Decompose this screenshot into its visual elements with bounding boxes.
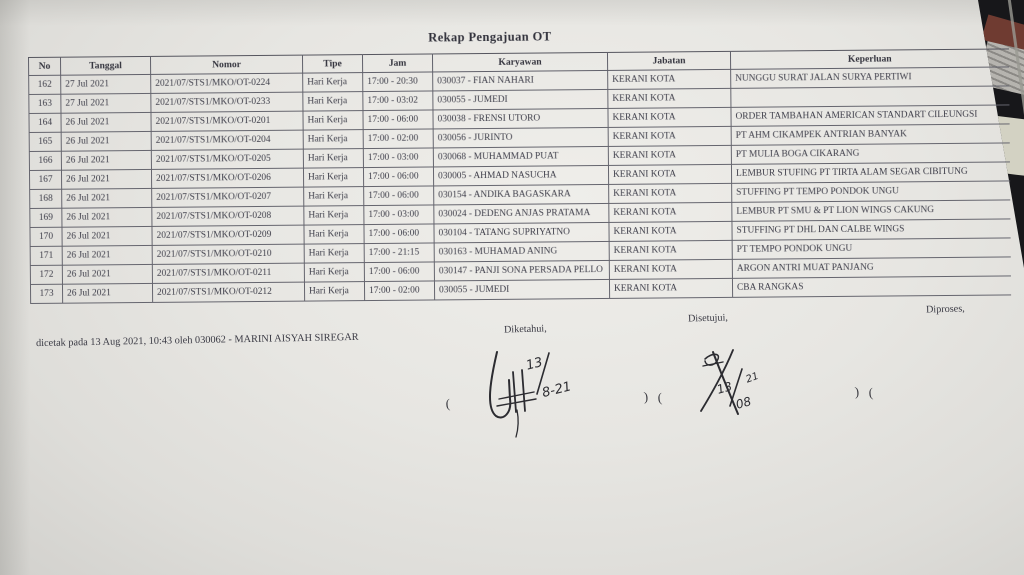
cell-nomor: 2021/07/STS1/MKO/OT-0224 [151,73,303,93]
cell-tipe: Hari Kerja [304,206,364,226]
paper-shadow-top [0,0,1024,26]
cell-nomor: 2021/07/STS1/MKO/OT-0211 [152,263,304,283]
cell-jam: 17:00 - 20:30 [363,72,433,92]
cell-tipe: Hari Kerja [304,187,364,207]
sig1-date-numerator: 13 [524,355,545,374]
name-parentheses [445,384,873,411]
cell-jam: 17:00 - 06:00 [364,262,434,282]
cell-nomor: 2021/07/STS1/MKO/OT-0206 [151,168,303,188]
cell-nomor: 2021/07/STS1/MKO/OT-0210 [152,244,304,264]
document-title: Rekap Pengajuan OT [428,29,552,45]
col-header-tanggal: Tanggal [60,56,150,75]
cell-jabatan: KERANI KOTA [609,240,732,260]
cell-karyawan: 030038 - FRENSI UTORO [433,108,608,129]
paren-open-3: ( [868,384,874,400]
cell-keperluan: STUFFING PT TEMPO PONDOK UNGU [732,181,1010,202]
cell-nomor: 2021/07/STS1/MKO/OT-0208 [152,206,304,226]
cell-jabatan: KERANI KOTA [609,183,732,203]
cell-nomor: 2021/07/STS1/MKO/OT-0212 [152,282,304,302]
cell-nomor: 2021/07/STS1/MKO/OT-0204 [151,130,303,150]
cell-tanggal: 26 Jul 2021 [62,226,152,246]
cell-jam: 17:00 - 02:00 [364,281,434,301]
cell-keperluan: LEMBUR PT SMU & PT LION WINGS CAKUNG [732,200,1010,221]
cell-jam: 17:00 - 21:15 [364,243,434,263]
printed-by-note: dicetak pada 13 Aug 2021, 10:43 oleh 030062 - MARINI AISYAH SIREGAR [35,331,359,350]
cell-karyawan: 030055 - JUMEDI [433,89,608,110]
cell-keperluan: CBA RANGKAS [732,276,1010,297]
cell-no: 162 [29,75,61,94]
cell-keperluan: ORDER TAMBAHAN AMERICAN STANDART CILEUNGSI [731,105,1009,126]
cell-karyawan: 030056 - JURINTO [433,127,608,148]
col-header-keperluan: Keperluan [730,49,1008,69]
cell-tanggal: 26 Jul 2021 [61,150,151,170]
cell-tipe: Hari Kerja [304,263,364,283]
col-header-nomor: Nomor [150,55,302,74]
cell-tanggal: 26 Jul 2021 [62,188,152,208]
cell-no: 163 [29,94,61,113]
cell-jam: 17:00 - 03:02 [363,91,433,111]
sig2-date-year: 21 [744,370,761,386]
cell-jabatan: KERANI KOTA [608,88,731,108]
sig2-date-day: 13 [715,379,734,397]
cell-keperluan: PT AHM CIKAMPEK ANTRIAN BANYAK [731,124,1009,145]
col-header-tipe: Tipe [302,55,362,74]
cell-keperluan: STUFFING PT DHL DAN CALBE WINGS [732,219,1010,240]
cell-tanggal: 26 Jul 2021 [61,112,151,132]
sig1-date-denominator: 8-21 [540,379,573,402]
cell-jabatan: KERANI KOTA [608,164,731,184]
col-header-jam: Jam [362,54,432,73]
cell-no: 170 [30,227,62,246]
cell-karyawan: 030104 - TATANG SUPRIYATNO [434,222,609,243]
cell-nomor: 2021/07/STS1/MKO/OT-0207 [152,187,304,207]
cell-keperluan: PT MULIA BOGA CIKARANG [731,143,1009,164]
cell-tipe: Hari Kerja [303,168,363,188]
cell-no: 166 [29,151,61,170]
cell-jabatan: KERANI KOTA [608,126,731,146]
col-header-karyawan: Karyawan [432,52,607,72]
cell-keperluan: PT TEMPO PONDOK UNGU [732,238,1010,259]
paren-close-1: ) [643,388,649,404]
cell-no: 169 [30,208,62,227]
cell-karyawan: 030068 - MUHAMMAD PUAT [433,146,608,167]
cell-tanggal: 27 Jul 2021 [61,93,151,113]
cell-jam: 17:00 - 06:00 [363,167,433,187]
cell-jabatan: KERANI KOTA [609,259,732,279]
signature-disetujui [701,350,760,414]
sig2-date-month: 08 [734,394,753,412]
cell-jabatan: KERANI KOTA [608,69,731,89]
label-diproses: Diproses, [925,303,965,316]
paren-open-2: ( [657,389,663,405]
cell-tipe: Hari Kerja [304,282,364,302]
cell-karyawan: 030163 - MUHAMAD ANING [434,241,609,262]
cell-no: 171 [30,246,62,265]
cell-tipe: Hari Kerja [303,92,363,112]
paren-open-1: ( [445,395,451,411]
cell-jabatan: KERANI KOTA [608,107,731,127]
cell-keperluan: NUNGGU SURAT JALAN SURYA PERTIWI [731,67,1009,88]
cell-karyawan: 030147 - PANJI SONA PERSADA PELLO [434,260,609,281]
paper-shadow-left [0,0,30,575]
cell-karyawan: 030037 - FIAN NAHARI [433,70,608,91]
paren-close-2: ) [854,383,860,399]
label-disetujui: Disetujui, [687,312,729,325]
cell-nomor: 2021/07/STS1/MKO/OT-0233 [151,92,303,112]
cell-keperluan: ARGON ANTRI MUAT PANJANG [732,257,1010,278]
cell-karyawan: 030005 - AHMAD NASUCHA [433,165,608,186]
cell-jabatan: KERANI KOTA [609,202,732,222]
cell-nomor: 2021/07/STS1/MKO/OT-0209 [152,225,304,245]
cell-tanggal: 26 Jul 2021 [62,207,152,227]
cell-no: 165 [29,132,61,151]
cell-tanggal: 26 Jul 2021 [61,169,151,189]
cell-karyawan: 030024 - DEDENG ANJAS PRATAMA [434,203,609,224]
cell-no: 164 [29,113,61,132]
cell-tanggal: 26 Jul 2021 [62,264,152,284]
cell-tipe: Hari Kerja [303,111,363,131]
cell-tipe: Hari Kerja [304,225,364,245]
cell-keperluan [731,86,1009,107]
cell-no: 172 [30,265,62,284]
cell-tipe: Hari Kerja [303,149,363,169]
label-diketahui: Diketahui, [503,323,547,336]
cell-jabatan: KERANI KOTA [609,221,732,241]
cell-karyawan: 030154 - ANDIKA BAGASKARA [434,184,609,205]
col-header-jabatan: Jabatan [607,51,730,70]
cell-keperluan: LEMBUR STUFING PT TIRTA ALAM SEGAR CIBITUNG [731,162,1009,183]
cell-jabatan: KERANI KOTA [609,278,732,298]
cell-tipe: Hari Kerja [304,244,364,264]
cell-tipe: Hari Kerja [303,73,363,93]
cell-jam: 17:00 - 03:00 [363,148,433,168]
cell-jabatan: KERANI KOTA [608,145,731,165]
cell-jam: 17:00 - 06:00 [364,224,434,244]
col-header-no: No [28,57,60,75]
cell-jam: 17:00 - 06:00 [364,186,434,206]
cell-tanggal: 27 Jul 2021 [61,74,151,94]
cell-tipe: Hari Kerja [303,130,363,150]
cell-tanggal: 26 Jul 2021 [61,131,151,151]
cell-tanggal: 26 Jul 2021 [62,283,152,303]
cell-tanggal: 26 Jul 2021 [62,245,152,265]
cell-no: 173 [30,284,62,303]
cell-karyawan: 030055 - JUMEDI [434,279,609,300]
signature-diketahui [490,352,573,437]
cell-jam: 17:00 - 03:00 [364,205,434,225]
cell-no: 167 [29,170,61,189]
cell-nomor: 2021/07/STS1/MKO/OT-0205 [151,149,303,169]
cell-jam: 17:00 - 02:00 [363,129,433,149]
cell-nomor: 2021/07/STS1/MKO/OT-0201 [151,111,303,131]
cell-jam: 17:00 - 06:00 [363,110,433,130]
cell-no: 168 [30,189,62,208]
overtime-recap-table [28,48,1011,304]
